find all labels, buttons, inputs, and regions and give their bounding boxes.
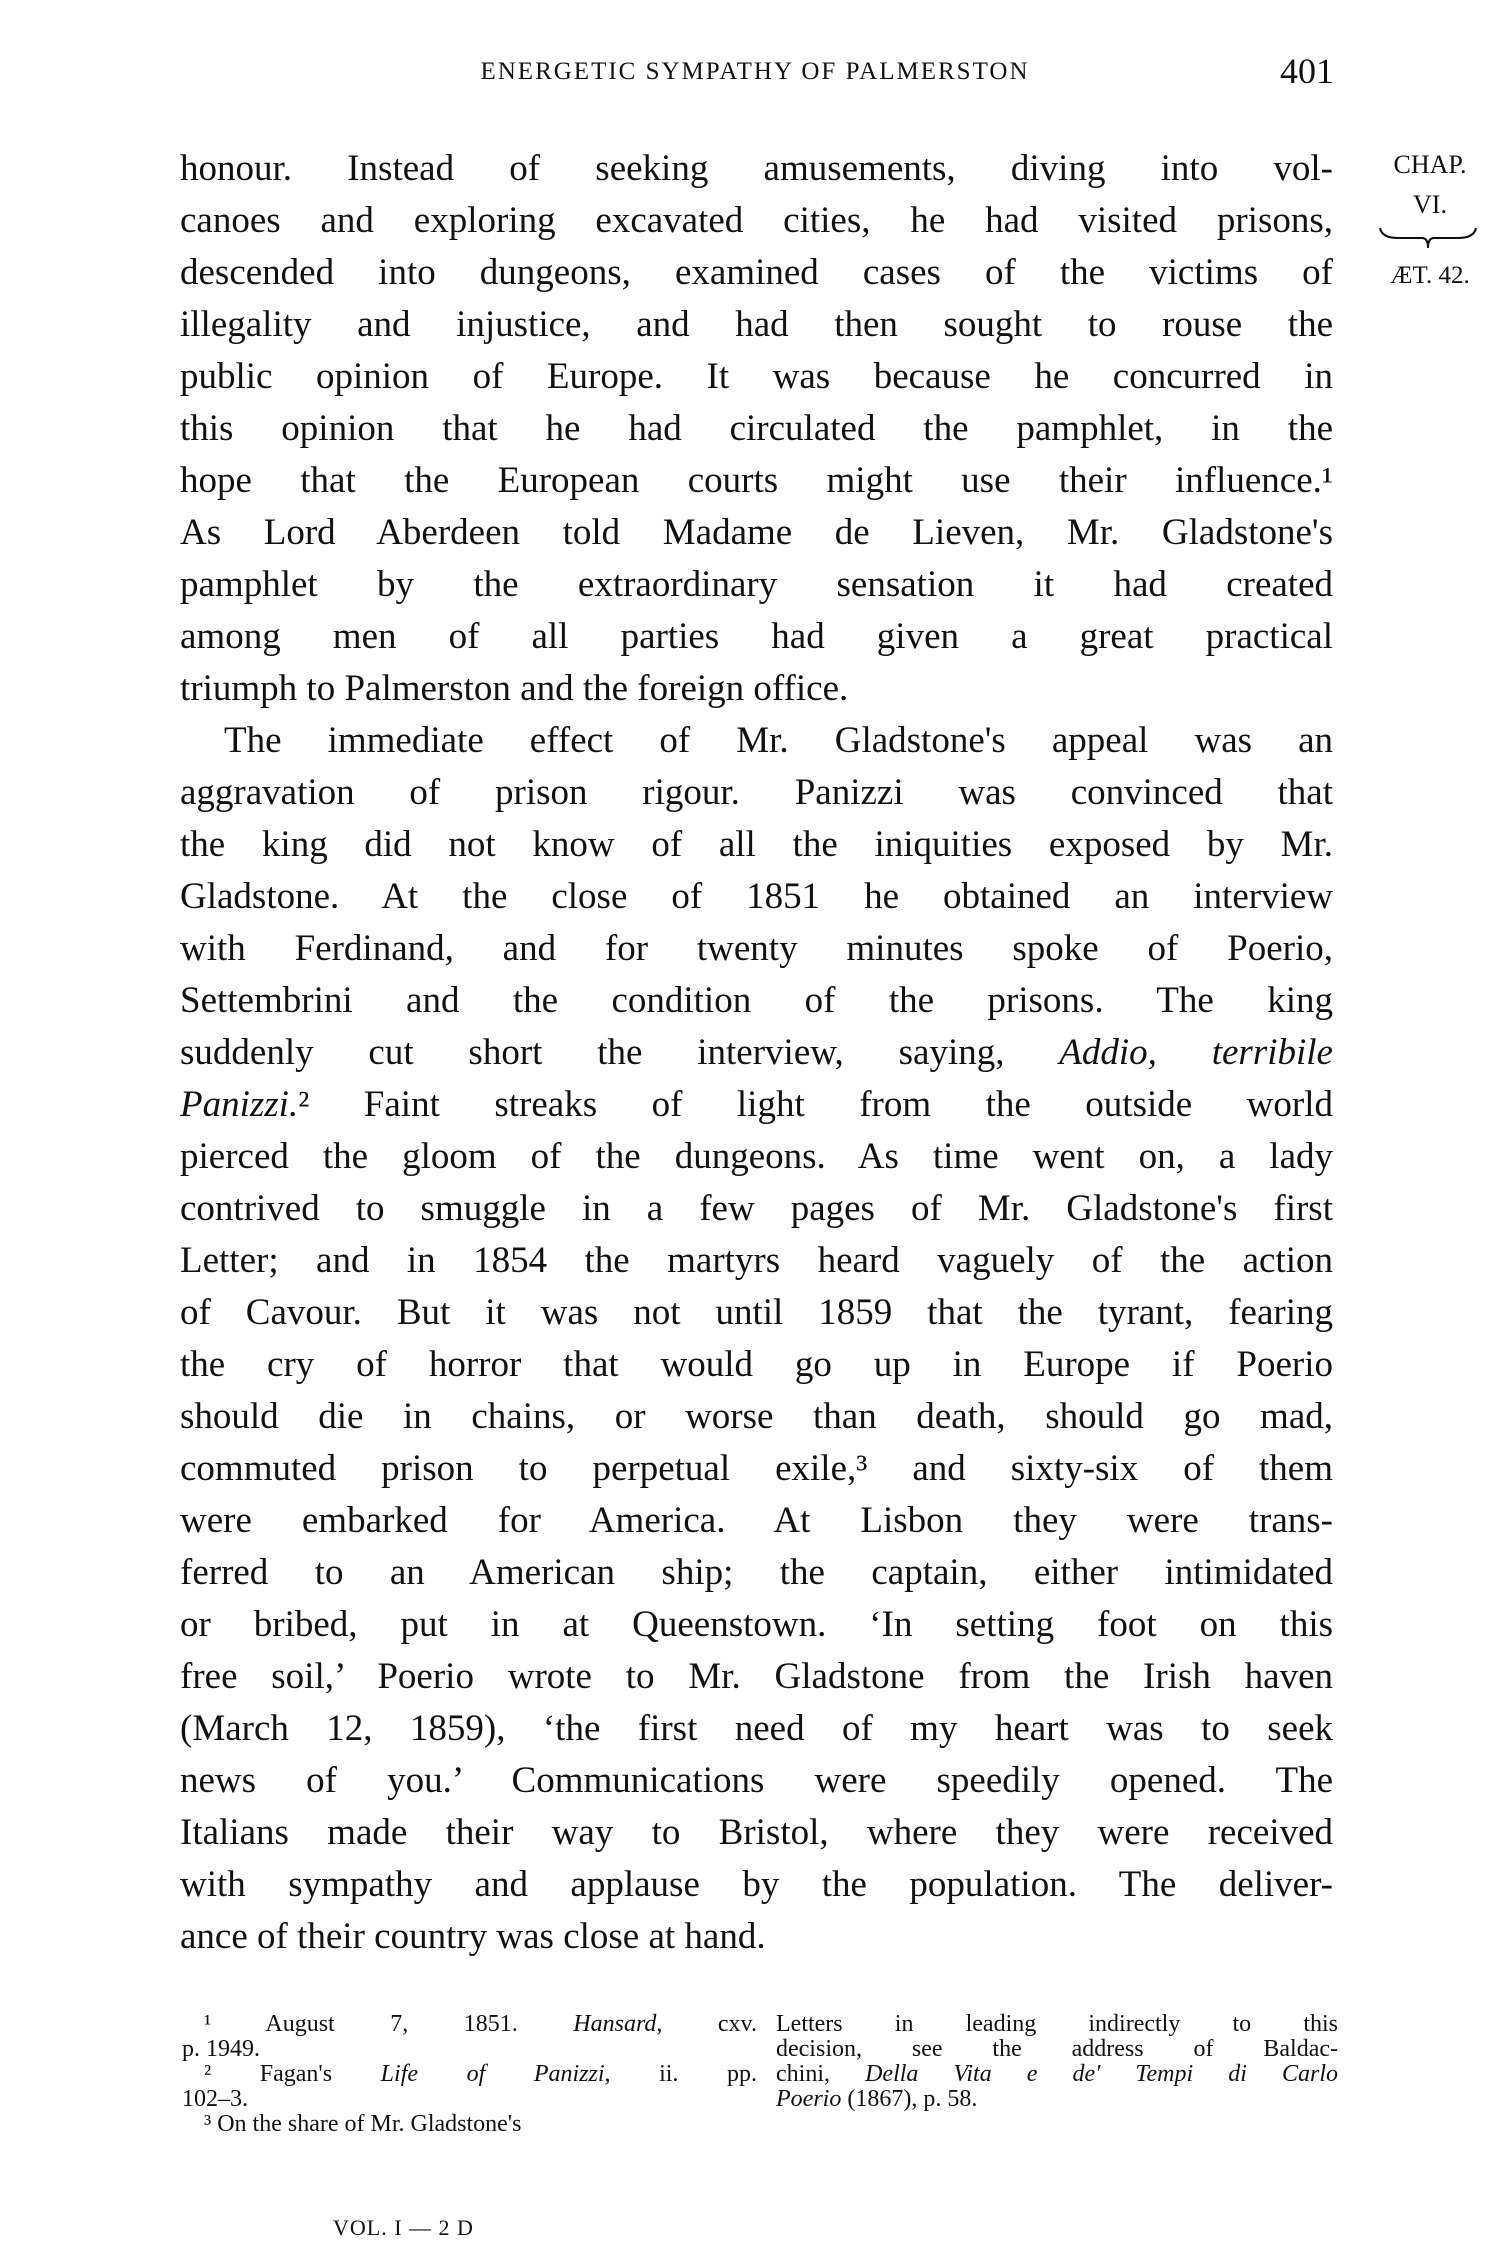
text-line <box>180 143 1333 195</box>
text-run: news of you.’ Communications were speedily opened. The <box>180 1760 1333 1801</box>
text-run: ² Faint streaks of light from the outside world <box>298 1084 1333 1125</box>
text-line <box>180 403 1333 455</box>
text-line <box>180 975 1333 1027</box>
text-line <box>180 1651 1333 1703</box>
text-line <box>180 247 1333 299</box>
text-line <box>180 1287 1333 1339</box>
body-text <box>180 143 1333 1963</box>
text-run: with sympathy and applause by the population. The deliver- <box>180 1864 1333 1905</box>
text-run: p. 1949. <box>182 2036 260 2062</box>
text-run: ³ On the share of Mr. Gladstone's <box>204 2111 522 2137</box>
text-run: should die in chains, or worse than death, should go mad, <box>180 1396 1333 1437</box>
signature-mark: VOL. I — 2 D <box>333 2215 474 2240</box>
text-line <box>180 1183 1333 1235</box>
footnote-line <box>776 2012 1338 2037</box>
text-run: ferred to an American ship; the captain, either intimidated <box>180 1552 1333 1593</box>
running-head: ENERGETIC SYMPATHY OF PALMERSTON <box>480 58 1030 85</box>
text-line <box>180 1443 1333 1495</box>
text-run: Gladstone. At the close of 1851 he obtained an interview <box>180 876 1333 917</box>
text-run: chini, <box>776 2061 866 2087</box>
italic-text: Della Vita e de' Tempi di Carlo <box>865 2061 1338 2087</box>
italic-text: Panizzi. <box>180 1084 299 1125</box>
text-run: canoes and exploring excavated cities, he had visited prisons, <box>180 200 1333 241</box>
text-line <box>180 1547 1333 1599</box>
text-line <box>180 611 1333 663</box>
text-line <box>180 1079 1333 1131</box>
text-run: The immediate effect of Mr. Gladstone's appeal was an <box>224 720 1333 761</box>
text-line <box>180 819 1333 871</box>
text-line <box>180 1703 1333 1755</box>
text-line <box>180 1807 1333 1859</box>
text-run: with Ferdinand, and for twenty minutes spoke of Poerio, <box>180 928 1333 969</box>
page-number: 401 <box>1280 51 1334 91</box>
text-line <box>180 663 1333 715</box>
text-run: or bribed, put in at Queenstown. ‘In setting foot on this <box>180 1604 1333 1645</box>
text-run: this opinion that he had circulated the pamphlet, in the <box>180 408 1333 449</box>
italic-text: Hansard <box>573 2011 657 2037</box>
text-run: , cxv. <box>656 2011 757 2037</box>
text-line <box>180 767 1333 819</box>
text-line <box>180 559 1333 611</box>
text-run: of Cavour. But it was not until 1859 that the tyrant, fearing <box>180 1292 1333 1333</box>
text-run: Letters in leading indirectly to this <box>776 2011 1338 2037</box>
text-run: the cry of horror that would go up in Europe if Poerio <box>180 1344 1333 1385</box>
text-run: 102–3. <box>182 2086 248 2112</box>
text-line <box>180 455 1333 507</box>
text-run: free soil,’ Poerio wrote to Mr. Gladstone from the Irish haven <box>180 1656 1333 1697</box>
text-run: ² Fagan's <box>204 2061 381 2087</box>
text-run: honour. Instead of seeking amusements, diving into vol- <box>180 148 1333 189</box>
text-line <box>180 1027 1333 1079</box>
text-run: the king did not know of all the iniquities exposed by Mr. <box>180 824 1333 865</box>
margin-age-label: ÆT. 42. <box>1390 262 1470 289</box>
footnotes-right-column <box>776 2012 1338 2112</box>
text-run: commuted prison to perpetual exile,³ and sixty-six of them <box>180 1448 1333 1489</box>
text-run: ¹ August 7, 1851. <box>204 2011 574 2037</box>
text-line <box>180 1339 1333 1391</box>
text-run: Letter; and in 1854 the martyrs heard vaguely of the action <box>180 1240 1333 1281</box>
margin-brace-icon <box>1378 226 1478 250</box>
margin-chapter-number: VI. <box>1413 190 1447 219</box>
text-line <box>180 871 1333 923</box>
text-line <box>180 1495 1333 1547</box>
italic-text: Addio, terribile <box>1059 1032 1333 1073</box>
text-run: were embarked for America. At Lisbon they were trans- <box>180 1500 1333 1541</box>
text-line <box>180 923 1333 975</box>
text-line <box>180 299 1333 351</box>
text-line <box>180 1755 1333 1807</box>
text-line <box>180 1911 1333 1963</box>
footnote-line <box>182 2012 757 2037</box>
text-line <box>180 1599 1333 1651</box>
text-run: pamphlet by the extraordinary sensation it had created <box>180 564 1333 605</box>
text-run: ance of their country was close at hand. <box>180 1916 766 1957</box>
text-run: As Lord Aberdeen told Madame de Lieven, Mr. Gladstone's <box>180 512 1333 553</box>
text-run: hope that the European courts might use their influence.¹ <box>180 460 1333 501</box>
footnote-line <box>182 2037 757 2062</box>
text-line <box>180 1235 1333 1287</box>
text-run: pierced the gloom of the dungeons. As time went on, a lady <box>180 1136 1333 1177</box>
text-run: (March 12, 1859), ‘the first need of my heart was to seek <box>180 1708 1333 1749</box>
italic-text: Life of Panizzi <box>380 2061 605 2087</box>
italic-text: Poerio <box>776 2086 842 2112</box>
footnote-line <box>182 2112 757 2137</box>
footnote-line <box>776 2087 1338 2112</box>
footnotes-left-column <box>182 2012 757 2137</box>
text-line <box>180 1391 1333 1443</box>
text-line <box>180 1859 1333 1911</box>
text-run: public opinion of Europe. It was because he concurred in <box>180 356 1333 397</box>
footnote-line <box>182 2087 757 2112</box>
text-run: , ii. pp. <box>604 2061 758 2087</box>
text-run: suddenly cut short the interview, saying, <box>180 1032 1060 1073</box>
footnote-line <box>776 2062 1338 2087</box>
text-line <box>180 195 1333 247</box>
margin-chapter-label: CHAP. <box>1393 150 1467 179</box>
text-run: Italians made their way to Bristol, where they were received <box>180 1812 1333 1853</box>
text-run: illegality and injustice, and had then sought to rouse the <box>180 304 1333 345</box>
text-run: descended into dungeons, examined cases of the victims of <box>180 252 1333 293</box>
text-run: aggravation of prison rigour. Panizzi was convinced that <box>180 772 1333 813</box>
text-line <box>180 715 1333 767</box>
text-run: among men of all parties had given a great practical <box>180 616 1333 657</box>
footnote-line <box>182 2062 757 2087</box>
text-run: contrived to smuggle in a few pages of Mr. Gladstone's first <box>180 1188 1333 1229</box>
text-line <box>180 351 1333 403</box>
text-line <box>180 507 1333 559</box>
text-run: (1867), p. 58. <box>841 2086 978 2112</box>
text-line <box>180 1131 1333 1183</box>
text-run: decision, see the address of Baldac- <box>776 2036 1338 2062</box>
text-run: Settembrini and the condition of the prisons. The king <box>180 980 1333 1021</box>
footnote-line <box>776 2037 1338 2062</box>
text-run: triumph to Palmerston and the foreign office. <box>180 668 849 709</box>
